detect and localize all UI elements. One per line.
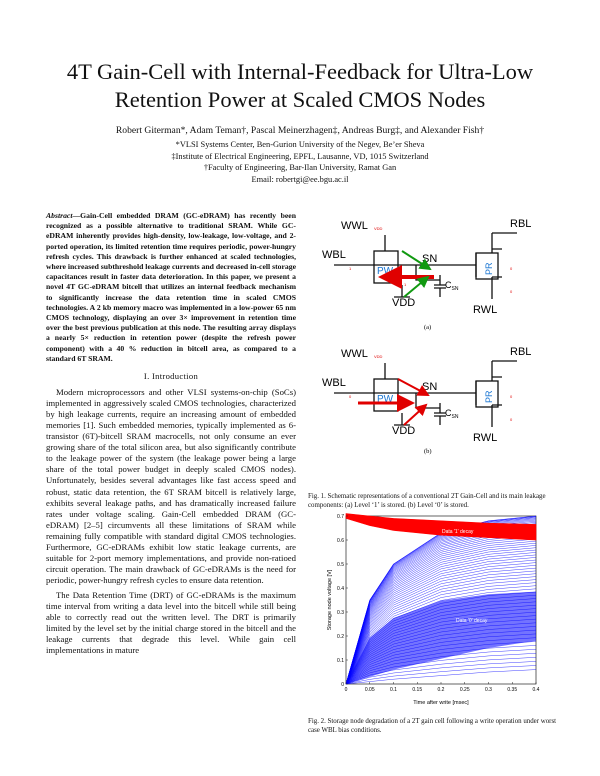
svg-text:SN: SN [422,381,438,393]
svg-text:RBL: RBL [510,346,532,358]
affiliations [0,139,600,185]
label-pr: PR [484,262,494,275]
label-wwl-vdd: VDD [374,226,383,231]
x-tick-label: 0.05 [364,687,375,693]
x-tick-label: 0 [344,687,348,693]
x-tick-label: 0.35 [507,687,518,693]
contact-email: Email: robertgi@ee.bgu.ac.il [251,174,349,184]
svg-text:CSN: $C_{SN}$ [445,408,459,420]
y-tick-label: 0 [341,681,344,688]
svg-text:RWL: RWL [473,432,498,444]
x-tick-label: 0.2 [437,687,445,693]
figure-1-caption: Fig. 1. Schematic representations of a conventional 2T Gain-Cell and its main leakage components: (a) Level ‘1’ is stored. (b) Level ‘0’ is stored. [308,493,546,510]
y-tick-label: 0.3 [337,609,344,616]
x-axis-label: Time after write [msec] [413,700,469,706]
svg-text:0: 0 [510,394,513,399]
svg-text:0: 0 [510,289,513,294]
svg-text:WBL: WBL [322,377,346,389]
label-sn: SN [422,253,438,265]
abstract-text: —Gain-Cell embedded DRAM (GC-eDRAM) has recently been recognized as a possible alternative to traditional SRAM. While GC-eDRAM inherently provides high-density, low-leakage, low-voltage, and 2-ported operation, its limited retention time requires periodic, power-hungry refresh cycles. This drawback is further enhanced at scaled technologies, where increased subthreshold leakage currents and decreased in-cell storage capacitances result in faster data deterioration. In this paper, we present a novel 4T GC-eDRAM bitcell that utilizes an internal feedback mechanism to significantly increase the data retention time in scaled CMOS technologies. A 2 kb memory macro was implemented in a low-power 65 nm CMOS technology, displaying an over 3× improvement in retention time over the best previous publication at this node. The resulting array displays a nearly 5× reduction in retention power (despite the refresh power component) with a 40 % reduction in bitcell area, as compared to a standard 6T SRAM. [46,211,296,363]
figure-2-caption: Fig. 2. Storage node degradation of a 2T gain cell following a write operation under worst case WBL bias conditions. [308,718,557,735]
subfigure-label-a: (a) [424,324,432,331]
y-tick-label: 0.4 [337,585,344,592]
y-tick-label: 0.6 [337,537,344,544]
x-tick-label: 0.15 [412,687,423,693]
subfigure-label-b: (b) [424,448,432,455]
y-tick-label: 0.1 [337,657,344,664]
label-vdd: VDD [392,297,416,309]
affiliation-biu: †Faculty of Engineering, Bar-Ilan University, Ramat Gan [203,163,397,173]
left-column [46,211,296,660]
figure-2-chart [324,510,556,710]
intro-paragraph-1: Modern microprocessors and other VLSI systems-on-chip (SoCs) implemented in aggressively scaled CMOS technologies, characterized by high leakage currents, require an increasing amount of embedded memories [1]. Such embedded memories, typically implemented as 6-transistor (6T)-bitcell SRAM macrocells, not only consume an ever growing share of the total silicon area, but also significantly contribute to the leakage power of the system (the leakage power being a large share of the total power budget in deeply scaled CMOS nodes). Unfortunately, besides several advantages like fast access speed and robust, static data retention, the 6T SRAM bitcell is relatively large, exhibits several leakage paths, and has dramatically increased failure rates under voltage scaling. Gain-Cell embedded DRAM (GC-eDRAM) [2–5] circumvents all these limitations of SRAM while remaining fully compatible with standard digital CMOS technologies. Furthermore, GC-eDRAMs exhibit low static leakage currents, are suitable for 2-port memory implementations, and provide non-ratioed circuit operation. The main drawback of GC-eDRAMs is the need for periodic, power-hungry refresh cycles to ensure data retention. [46,387,296,585]
figure-1-schematics [322,213,552,461]
label-pw: PW [377,266,394,277]
x-tick-label: 0.25 [459,687,470,693]
leakage-arrow-red [404,405,426,425]
svg-text:0: 0 [510,417,513,422]
label-rwl: RWL [473,304,498,316]
intro-paragraph-2: The Data Retention Time (DRT) of GC-eDRAMs is the maximum time interval from writing a data level into the bitcell while still being able to correctly read out the written level. The DRT is primarily limited by the level set by the initial charge stored in the bitcell and the leakage currents that degrade this level. While gain cell implementations in mature [46,589,296,656]
x-tick-label: 0.1 [390,687,397,693]
abstract [46,211,296,364]
section-heading-introduction: I. Introduction [143,371,199,382]
svg-text:VDD: VDD [392,425,416,437]
abstract-label: Abstract [46,211,73,220]
decay-chart [324,510,556,710]
x-tick-label: 0.3 [485,687,492,693]
label-rbl: RBL [510,218,532,230]
label-wbl: WBL [322,249,346,261]
paper-title [0,58,600,114]
title-line-1: 4T Gain-Cell with Internal-Feedback for Ultra-Low [66,59,534,84]
schematic-a [322,218,531,331]
annotation-data-1: Data '1' decay [442,529,474,535]
y-tick-label: 0.2 [337,633,344,640]
schematic-b [322,346,531,455]
x-tick-label: 0.4 [532,687,540,693]
svg-text:PR: PR [484,390,494,403]
svg-text:PW: PW [377,394,394,405]
y-tick-label: 0.5 [337,561,344,568]
svg-text:VDD: VDD [374,354,383,359]
svg-text:1: 1 [404,282,407,287]
svg-text:WWL: WWL [341,348,368,360]
annotation-data-0: Data '0' decay [456,618,488,624]
label-wwl: WWL [341,220,368,232]
affiliation-epfl: ‡Institute of Electrical Engineering, EPFL, Lausanne, VD, 1015 Switzerland [171,151,429,161]
y-axis-label: Storage node voltage [V] [327,569,333,631]
y-tick-label: 0.7 [337,513,344,520]
svg-text:1: 1 [349,266,352,271]
svg-text:0: 0 [349,394,352,399]
title-line-2: Retention Power at Scaled CMOS Nodes [114,87,486,112]
affiliation-bgu: *VLSI Systems Center, Ben-Gurion University of the Negev, Be’er Sheva [175,140,425,149]
author-list: Robert Giterman*, Adam Teman†, Pascal Meinerzhagen‡, Andreas Burg‡, and Alexander Fish† [115,125,485,136]
label-csn: $C_{SN}$ [445,280,459,292]
svg-text:0: 0 [510,266,513,271]
